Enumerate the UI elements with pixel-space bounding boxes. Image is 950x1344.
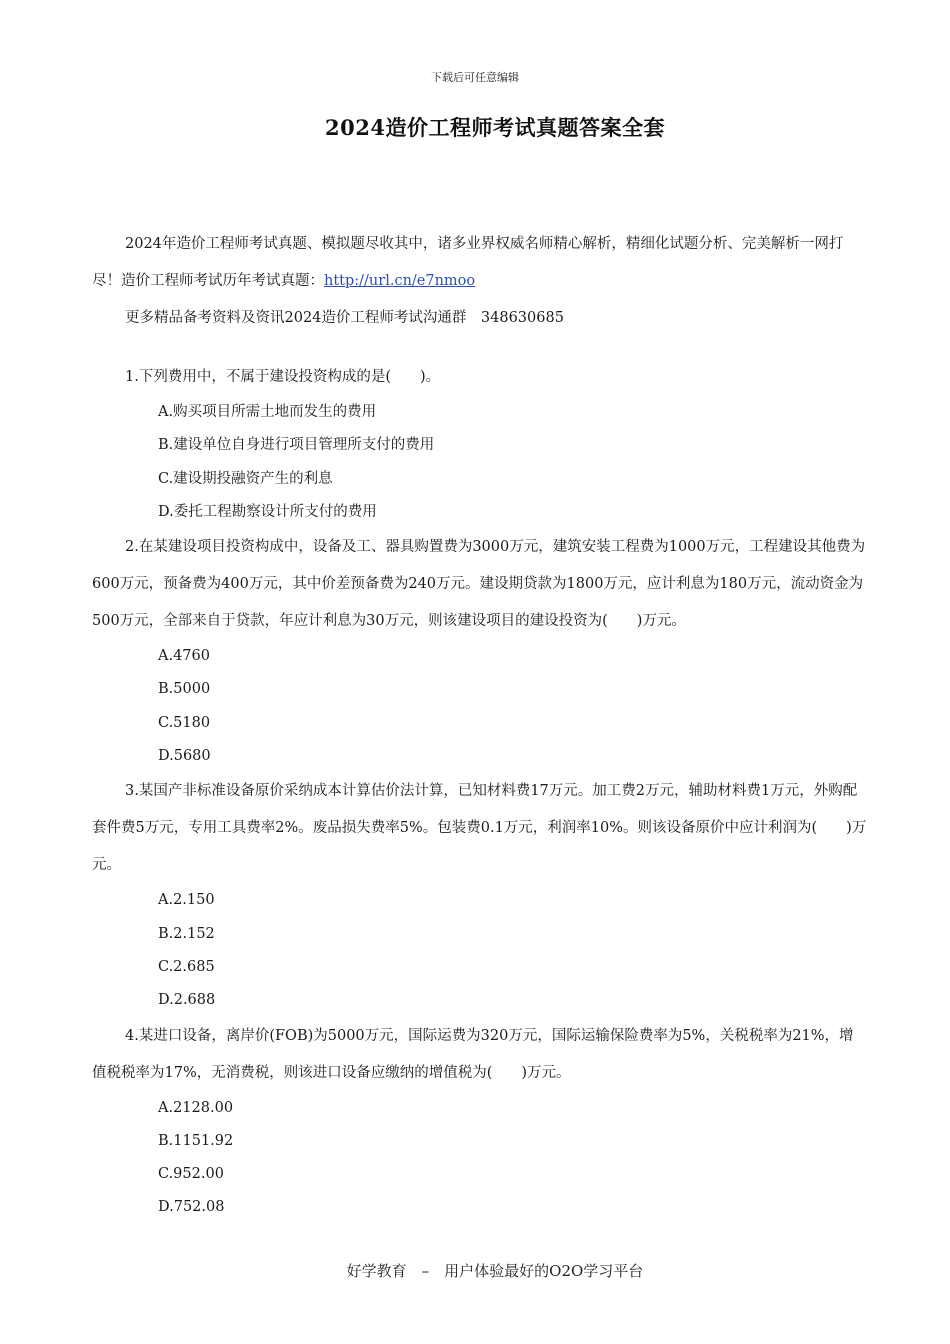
intro-group-line: 更多精品备考资料及资讯2024造价工程师考试沟通群 348630685 <box>125 310 564 326</box>
question-stem: 2.在某建设项目投资构成中，设备及工、器具购置费为3000万元，建筑安装工程费为1000万元，工程建设其他费为600万元，预备费为400万元，其中价差预备费为240万元。建设期贷款为1800万元，应计利息为180万元，流动资金为500万元，全部来自于贷款，年应计利息为30万元，则该建设项目的建设投资为( )万元。 <box>92 539 866 630</box>
option-a: A.购买项目所需土地而发生的费用 <box>158 404 377 420</box>
header-note: 下载后可任意编辑 <box>431 71 519 84</box>
option-d: D.752.08 <box>158 1199 225 1216</box>
question-4 <box>92 1018 867 1225</box>
intro-paragraph <box>92 226 867 300</box>
option-d: D.委托工程勘察设计所支付的费用 <box>158 503 377 520</box>
option-c: C.952.00 <box>158 1166 224 1183</box>
question-stem: 1.下列费用中，不属于建设投资构成的是( )。 <box>125 369 441 385</box>
option-b: B.5000 <box>158 681 211 698</box>
question-stem: 4.某进口设备，离岸价(FOB)为5000万元，国际运费为320万元，国际运输保险费率为5%，关税税率为21%，增值税税率为17%，无消费税，则该进口设备应缴纳的增值税为( )万元。 <box>92 1027 854 1081</box>
option-a: A.2128.00 <box>158 1099 234 1116</box>
option-b: B.建设单位自身进行项目管理所支付的费用 <box>158 437 435 454</box>
question-1 <box>92 359 867 529</box>
option-a: A.4760 <box>158 648 210 665</box>
option-d: D.5680 <box>158 748 211 765</box>
question-stem: 3.某国产非标准设备原价采纳成本计算估价法计算，已知材料费17万元。加工费2万元，辅助材料费1万元，外购配套件费5万元，专用工具费率2%。废品损失费率5%。包装费0.1万元，利润率10%。则该设备原价中应计利润为( )万元。 <box>92 783 867 874</box>
option-b: B.2.152 <box>158 925 215 942</box>
intro-line-2-prefix: 美解析一网打尽！造价工程师考试历年考试真题： <box>92 236 844 289</box>
question-3 <box>92 773 867 1017</box>
document-body <box>92 226 867 1225</box>
option-b: B.1151.92 <box>158 1132 234 1149</box>
option-c: C.5180 <box>158 714 211 731</box>
intro-line-1: 2024年造价工程师考试真题、模拟题尽收其中，诸多业界权威名师精心解析，精细化试题分析、完 <box>125 236 757 252</box>
option-d: D.2.688 <box>158 992 216 1009</box>
option-a: A.2.150 <box>158 892 215 909</box>
page-title: 2024造价工程师考试真题答案全套 <box>325 115 665 140</box>
exam-link[interactable]: http://url.cn/e7nmoo <box>324 273 476 289</box>
page-footer: 好学教育 – 用户体验最好的O2O学习平台 <box>346 1262 644 1280</box>
option-c: C.建设期投融资产生的利息 <box>158 470 333 487</box>
question-2 <box>92 529 867 773</box>
option-c: C.2.685 <box>158 958 215 975</box>
